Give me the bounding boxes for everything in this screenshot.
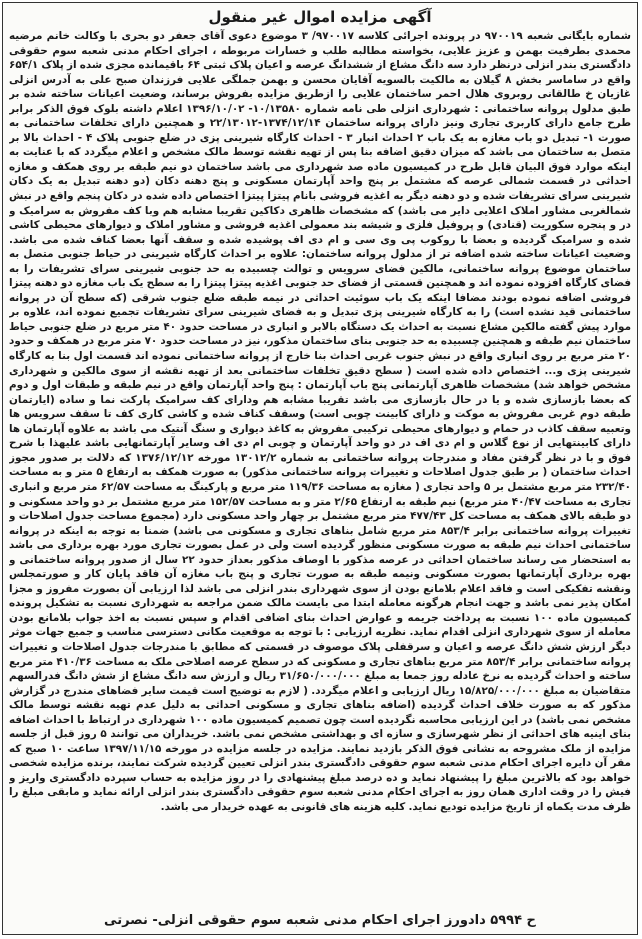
notice-signature: ح ۵۹۹۴ دادورز اجرای احکام مدنی شعبه سوم حقوقی انزلی- نصرتی: [104, 913, 536, 928]
notice-page: [2, 2, 638, 935]
notice-body-text: شماره بایگانی شعبه ۹۷۰۰۱۹ در پرونده اجرائی کلاسه ۹۷۰۰۱۷/ ۳ موضوع دعوی آقای جعفر دو بحری با وکالت خانم مرضیه محمدی بطرفیت بهمن و عزیز علایی، بخواسته مطالبه طلب و خسارات مربوطه ، اجرای احکام مدنی شعبه سوم حقوقی دادگستری بندر انزلی درنظر دارد سه دانگ مشاع از ششدانگ عرصه و اعیان پلاک ثبتی ۶۴ باقیمانده مجزی شده از پلاک ۶۵۴/۱ واقع در ساماسر بخش ۸ گیلان به مالکیت بالسویه آقایان محسن و بهمن جملگی علایی فرزندان صبح علی به آدرس انزلی غازیان خ طالقانی روبروی هلال احمر ساختمان علایی را ازطریق مزایده بفروش برساند، وضعیت اعیانات ساخته شده بر طبق مدلول پروانه ساختمانی : شهرداری انزلی طی نامه شماره ۱۰/۱۳۵۸۰- ۱۳۹۶/۱۰/۰۲ اعلام داشته بلوک فوق الذکر برابر طرح جامع دارای کاربری تجاری ونیز دارای پروانه ساختمان ۱۳۷۴/۱۲/۱۴-۲۲/۱۳۰۱۲ و همچنین دارای تخلفات ساختمانی به صورت ۱- تبدیل دو باب مغازه به یک باب ۲ احداث انبار ۳ - احداث کارگاه شیرینی پزی در ضلع جنوبی پلاک ۴ - احداث بالا بر متصل به ساختمان می باشد که میزان دقیق اضافه بنا پس از تهیه نقشه توسط مالک مشخص و اعلام میگردد که با عنایت به اینکه موارد فوق البیان قابل طرح در کمیسیون ماده صد شهرداری می باشد ساختمان دو نیم طبقه بر روی همکف و مغازه احداثی در قسمت شمالی عرصه که مشتمل بر پنج واحد آپارتمان مسکونی و پنج دهنه دکان (دو دهنه تبدیل به یک دکان شیرینی سرای تشریفات شده و دو دهنه دیگر به اغذیه فروشی بانام پیتزا پیتزا اختصاص داده شده در دکان پنجم واقع در نبش شمالغربی مشاور املاک اعلایی دایر می باشد) که مشخصات ظاهری دکاکین تقریبا مشابه هم وبا کف مفروش به سرامیک و در و پنجره سکوریت (قنادی) و پروفیل فلزی و شیشه بند معمولی اغذیه فروشی و مشاور املاک و دیوارهای محیطی کاشی شده و سرامیک گردیده و بعضا با روکوب پی وی سی و ام دی اف پوشیده شده و سقف آنها بعضا کناف شده می باشد. وضعیت اعیانات ساخته شده اضافه تر از مدلول پروانه ساختمان: علاوه بر احداث کارگاه شیرینی در حیاط جنوبی متصل به ساختمان موضوع پروانه ساختمانی، مالکین فضای سرویس و توالت چسبیده به حد جنوبی شیرینی سرای تشریفات را به فضای کارگاه افزوده نموده اند و همچنین قسمتی از فضای حد جنوبی اغذیه پیتزا پیتزا را به سطح یک باب مغازه دو دهنه پیتزا فروشی اضافه نموده بودند مضافا اینکه یک باب سوئیت احداثی در نیمه طبقه ضلع جنوب شرقی (که سطح آن در پروانه ساختمانی قید نشده است) را به کارگاه شیرینی پزی تبدیل و به فضای شیرینی سرای تشریفات تجمیع نموده اند، علاوه بر موارد پیش گفته مالکین مشاع نسبت به احداث یک دستگاه بالابر و انباری در مساحت حدود ۴۰ متر مربع در ضلع جنوبی حیاط ساختمان نیم طبقه و همچنین چسبیده به حد جنوبی بنای ساختمان مذکور، نیز در مساحت حدود ۷۰ متر مربع در همکف و حدود ۲۰ متر مربع بر روی انباری واقع در نبش جنوب غربی احداث بنا خارج از پروانه ساختمانی نموده اند قسمت اول بنا به کارگاه شیرینی پزی و... اختصاص داده شده است ( سطح دقیق تخلفات ساختمانی بعد از تهیه نقشه از سوی مالکین و شهرداری مشخص خواهد شد) مشخصات ظاهری آپارتمانی پنج باب آپارتمان : پنج واحد آپارتمان واقع در نیم طبقه و طبقات اول و دوم که بعضا بازسازی شده و یا در حال بازسازی می باشد تقریبا مشابه هم ودارای کف سرامیک پارکت نما و ساده (ایارتمان طبقه دوم غربی مفروش به موکت و دارای کابینت چوبی است) وسقف کناف شده و کاشی کاری کف تا سقف سرویس ها وتعبیه سقف کاذب در حمام و دیوارهای محیطی ترکیبی مفروش به کاغذ دیواری و سنگ آنتیک می باشد به علاوه آپارتمان ها دارای کابینتهایی از نوع گلاس و ام دی اف در دو واحد آپارتمان و چوبی ام دی اف وسایر آپارتمانهایی باشد علیهذا با شرح فوق و با در نظر گرفتن مفاد و مندرجات پروانه ساختمانی به شماره ۱۳۰۱۲/۲ مورخه ۱۳۷۶/۱۲/۱۲ که دلالت بر صدور مجوز احداث ساختمان ( بر طبق جدول اصلاحات و تغییرات پروانه ساختمانی مذکور) به صورت همکف به ارتفاع ۵ متر و به مساحت ۲۳۲/۴۰ متر مربع مشتمل بر ۵ واحد تجاری ( مغازه به مساحت ۱۱۹/۳۶ متر مربع و پارکینگ به مساحت ۶۲/۵۷ متر مربع و انباری تجاری به مساحت ۴۰/۴۷ متر مربع) نیم طبقه به ارتفاع ۲/۶۵ متر و به مساحت ۱۵۲/۵۷ متر مربع مشتمل بر دو واحد مسکونی و دو طبقه بالای همکف به مساحت کل ۴۷۷/۴۳ متر مربع مشتمل بر چهار واحد مسکونی دارد (مجموع مساحت جدول اصلاحات و تغییرات پروانه ساختمانی برابر ۸۵۳/۴ متر مربع شامل بناهای تجاری و مسکونی می باشد) ضمنا به توجه به اینکه در پروانه ساختمانی احداث نیم طبقه به صورت مسکونی منظور گردیده است ولی در عمل بصورت تجاری مورد بهره برداری می باشد به استحضار می رساند ساختمان احداثی در عرصه مذکور با اوصاف مذکور بعداز حدود ۲۲ سال از صدور پروانه ساختمانی و بهره برداری آپارتمانها بصورت مسکونی ونیمه طبقه به صورت تجاری و پنج باب مغازه آن فاقد پایان کار و صورتمجلس ونقشه تفکیکی است و فاقد اعلام بلامانع بودن از سوی شهرداری بندر انزلی می باشد لذا ارزیابی آن بصورت مفروز و مجزا امکان پذیر نمی باشد و جهت انجام هرگونه معامله ابتدا می بایست مالک ضمن مراجعه به شهرداری نسبت به تشکیل پرونده کمیسیون ماده ۱۰۰ نسبت به پرداخت جریمه و عوارض احداث بنای اضافی اقدام و سپس نسبت به اخذ جواب بلامانع بودن معامله از سوی شهرداری انزلی اقدام نماید. نظریه ارزیابی : با توجه به موقعیت مکانی دسترسی مناسب و جمیع جهات موثر دیگر ارزش شش دانگ عرصه و اعیان و سرقفلی پلاک موصوف در قسمتی که مطابق با مندرجات جدول اصلاحات و تغییرات پروانه ساختمانی برابر ۸۵۳/۴ متر مربع بناهای تجاری و مسکونی که در سطح عرصه اصلاحی ملک به مساحت ۴۱۰/۳۶ متر مربع ساخته و احداث گردیده به نرخ عادله روز جمعا به مبلغ ۳۱/۶۵۰/۰۰۰/۰۰۰ ریال و ارزش سه دانگ مشاع از شش دانگ فدرالسهم متقاضیان به مبلغ ۱۵/۸۲۵/۰۰۰/۰۰۰ ریال ارزیابی و اعلام میگردد. ( لازم به توضیح است قیمت سایر فضاهای مندرج در گزارش مذکور که به صورت خلاف احداث گردیده (اضافه بناهای تجاری و مسکونی احداثی به دلیل عدم تهیه نقشه توسط مالک مشخص نمی باشد) در این ارزیابی محاسبه نگردیده است چون تصمیم کمیسیون ماده ۱۰۰ شهرداری در ارتباط با احداث اضافه بنای اینیه های احداثی از نظر شهرسازی و سازه ای و بهداشتی مشخص نمی باشد. خریداران می توانند ۵ روز قبل از جلسه مزایده از ملک مشروحه به نشانی فوق الذکر بازدید نمایند. مزایده در جلسه مزایده در مورخه ۱۳۹۷/۱۱/۱۵ ساعت ۱۰ صبح که مقر آن دایره اجرای احکام مدنی شعبه سوم حقوقی دادگستری بندر انزلی تعیین گردیده شرکت نمایند، برنده مزایده شخصی خواهد بود که بالاترین مبلغ را پیشنهاد نماید و ده درصد مبلغ پیشنهادی را در روز مزایده به حساب سپرده دادگستری واریز و فیش را در وقت اداری همان روز به اجرای احکام مدنی شعبه سوم حقوقی دادگستری بندر انزلی ارائه نماید و مابقی مبلغ را ظرف مدت یکماه از تاریخ مزایده تودیع نماید. کلیه هزینه های قانونی به عهده خریدار می باشد.: [9, 30, 631, 813]
notice-title: آگهی مزایده اموال غیر منقول: [208, 8, 432, 26]
